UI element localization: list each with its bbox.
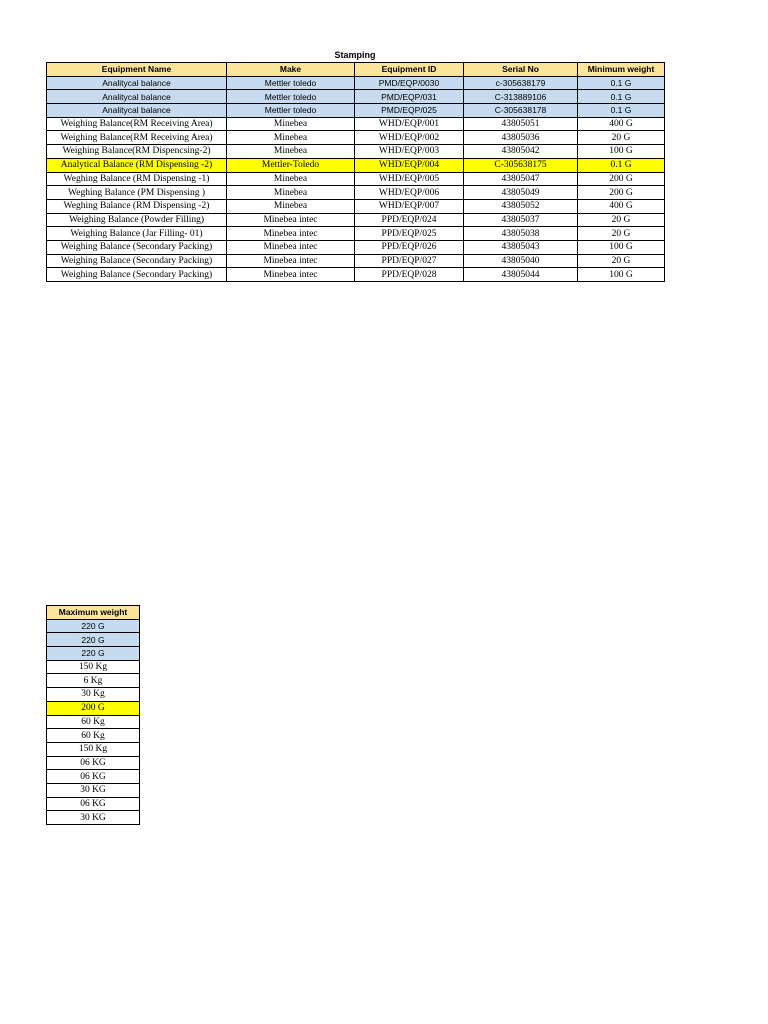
table-row [47,117,665,131]
table-row [47,660,140,674]
header-make: Make [227,63,355,77]
cell-maximum-weight: 60 Kg [47,715,140,729]
cell-equipment-name: Weighing Balance (Secondary Packing) [47,254,227,268]
cell-serial-no: 43805047 [464,172,578,186]
cell-equipment-name: Weighing Balance (Secondary Packing) [47,268,227,282]
cell-equipment-name: Weighing Balance(RM Dispencsing-2) [47,145,227,159]
table-row [47,701,140,715]
cell-maximum-weight: 220 G [47,619,140,633]
cell-serial-no: 43805037 [464,213,578,227]
cell-equipment-name: Weighing Balance(RM Receiving Area) [47,117,227,131]
cell-minimum-weight: 100 G [578,240,665,254]
cell-minimum-weight: 100 G [578,268,665,282]
table-row [47,783,140,797]
cell-minimum-weight: 400 G [578,199,665,213]
cell-equipment-name: Weighing Balance (Powder Filling) [47,213,227,227]
table-row [47,227,665,241]
table-row [47,797,140,811]
cell-serial-no: 43805051 [464,117,578,131]
table-row [47,619,140,633]
cell-equipment-name: Analitycal balance [47,76,227,90]
cell-maximum-weight: 30 KG [47,783,140,797]
table-row [47,240,665,254]
cell-equipment-name: Weghing Balance (RM Dispensing -1) [47,172,227,186]
table-row [47,213,665,227]
cell-maximum-weight: 150 Kg [47,660,140,674]
cell-minimum-weight: 200 G [578,186,665,200]
cell-equipment-name: Analitycal balance [47,90,227,104]
cell-minimum-weight: 0.1 G [578,76,665,90]
cell-serial-no: C-305638175 [464,158,578,172]
header-minimum-weight: Minimum weight [578,63,665,77]
cell-maximum-weight: 220 G [47,633,140,647]
cell-equipment-name: Weghing Balance (RM Dispensing -2) [47,199,227,213]
table-row [47,199,665,213]
header-equipment-id: Equipment ID [355,63,464,77]
cell-make: Minebea [227,131,355,145]
cell-make: Minebea [227,145,355,159]
cell-minimum-weight: 0.1 G [578,158,665,172]
cell-equipment-id: PPD/EQP/025 [355,227,464,241]
cell-maximum-weight: 150 Kg [47,742,140,756]
table-row [47,811,140,825]
table-row [47,254,665,268]
cell-serial-no: 43805052 [464,199,578,213]
cell-minimum-weight: 100 G [578,145,665,159]
cell-equipment-name: Weighing Balance (Secondary Packing) [47,240,227,254]
table-row [47,186,665,200]
table-row [47,158,665,172]
cell-minimum-weight: 20 G [578,131,665,145]
cell-make: Minebea [227,117,355,131]
table-row [47,268,665,282]
cell-make: Minebea [227,186,355,200]
cell-equipment-id: PPD/EQP/028 [355,268,464,282]
cell-equipment-id: WHD/EQP/001 [355,117,464,131]
cell-minimum-weight: 20 G [578,227,665,241]
cell-serial-no: C-313889106 [464,90,578,104]
cell-equipment-id: PPD/EQP/027 [355,254,464,268]
cell-maximum-weight: 06 KG [47,797,140,811]
cell-maximum-weight: 6 Kg [47,674,140,688]
cell-maximum-weight: 30 KG [47,811,140,825]
cell-equipment-id: WHD/EQP/007 [355,199,464,213]
cell-minimum-weight: 20 G [578,213,665,227]
cell-make: Mettler toledo [227,90,355,104]
table-row [47,172,665,186]
cell-serial-no: 43805038 [464,227,578,241]
cell-make: Mettler toledo [227,76,355,90]
table-row [47,131,665,145]
cell-maximum-weight: 06 KG [47,770,140,784]
cell-maximum-weight: 30 Kg [47,688,140,702]
table-row [47,90,665,104]
table-row [47,145,665,159]
cell-make: Mettler-Toledo [227,158,355,172]
cell-maximum-weight: 200 G [47,701,140,715]
cell-equipment-id: PPD/EQP/026 [355,240,464,254]
cell-make: Minebea [227,172,355,186]
header-maximum-weight: Maximum weight [47,606,140,620]
cell-equipment-id: WHD/EQP/004 [355,158,464,172]
cell-serial-no: C-305638178 [464,104,578,118]
cell-serial-no: c-305638179 [464,76,578,90]
cell-equipment-id: PMD/EQP/025 [355,104,464,118]
table-header-row [47,63,665,77]
cell-maximum-weight: 220 G [47,647,140,661]
cell-make: Mettler toledo [227,104,355,118]
table-row [47,76,665,90]
cell-maximum-weight: 60 Kg [47,729,140,743]
cell-make: Minebea [227,199,355,213]
cell-serial-no: 43805036 [464,131,578,145]
cell-minimum-weight: 200 G [578,172,665,186]
cell-equipment-id: PPD/EQP/024 [355,213,464,227]
cell-equipment-id: WHD/EQP/005 [355,172,464,186]
table-row [47,729,140,743]
cell-equipment-name: Weghing Balance (PM Dispensing ) [47,186,227,200]
cell-make: Minebea intec [227,240,355,254]
cell-equipment-name: Weighing Balance (Jar Filling- 01) [47,227,227,241]
table-row [47,633,140,647]
table-row [47,756,140,770]
cell-make: Minebea intec [227,254,355,268]
cell-equipment-id: WHD/EQP/003 [355,145,464,159]
cell-make: Minebea intec [227,227,355,241]
cell-serial-no: 43805044 [464,268,578,282]
cell-equipment-name: Analytical Balance (RM Dispensing -2) [47,158,227,172]
cell-make: Minebea intec [227,213,355,227]
cell-equipment-name: Analitycal balance [47,104,227,118]
table-row [47,104,665,118]
cell-serial-no: 43805042 [464,145,578,159]
cell-equipment-id: WHD/EQP/006 [355,186,464,200]
cell-equipment-id: PMD/EQP/0030 [355,76,464,90]
equipment-table [46,62,665,282]
table-row [47,715,140,729]
table-row [47,688,140,702]
maximum-weight-table [46,605,140,825]
cell-minimum-weight: 0.1 G [578,104,665,118]
table-row [47,742,140,756]
table-row [47,647,140,661]
cell-equipment-name: Weighing Balance(RM Receiving Area) [47,131,227,145]
cell-minimum-weight: 0.1 G [578,90,665,104]
cell-serial-no: 43805040 [464,254,578,268]
cell-serial-no: 43805043 [464,240,578,254]
page-title: Stamping [334,50,376,60]
cell-make: Minebea intec [227,268,355,282]
cell-minimum-weight: 400 G [578,117,665,131]
table-header-row [47,606,140,620]
table-row [47,674,140,688]
cell-serial-no: 43805049 [464,186,578,200]
cell-minimum-weight: 20 G [578,254,665,268]
cell-equipment-id: PMD/EQP/031 [355,90,464,104]
cell-maximum-weight: 06 KG [47,756,140,770]
table-row [47,770,140,784]
cell-equipment-id: WHD/EQP/002 [355,131,464,145]
header-serial-no: Serial No [464,63,578,77]
header-equipment-name: Equipment Name [47,63,227,77]
